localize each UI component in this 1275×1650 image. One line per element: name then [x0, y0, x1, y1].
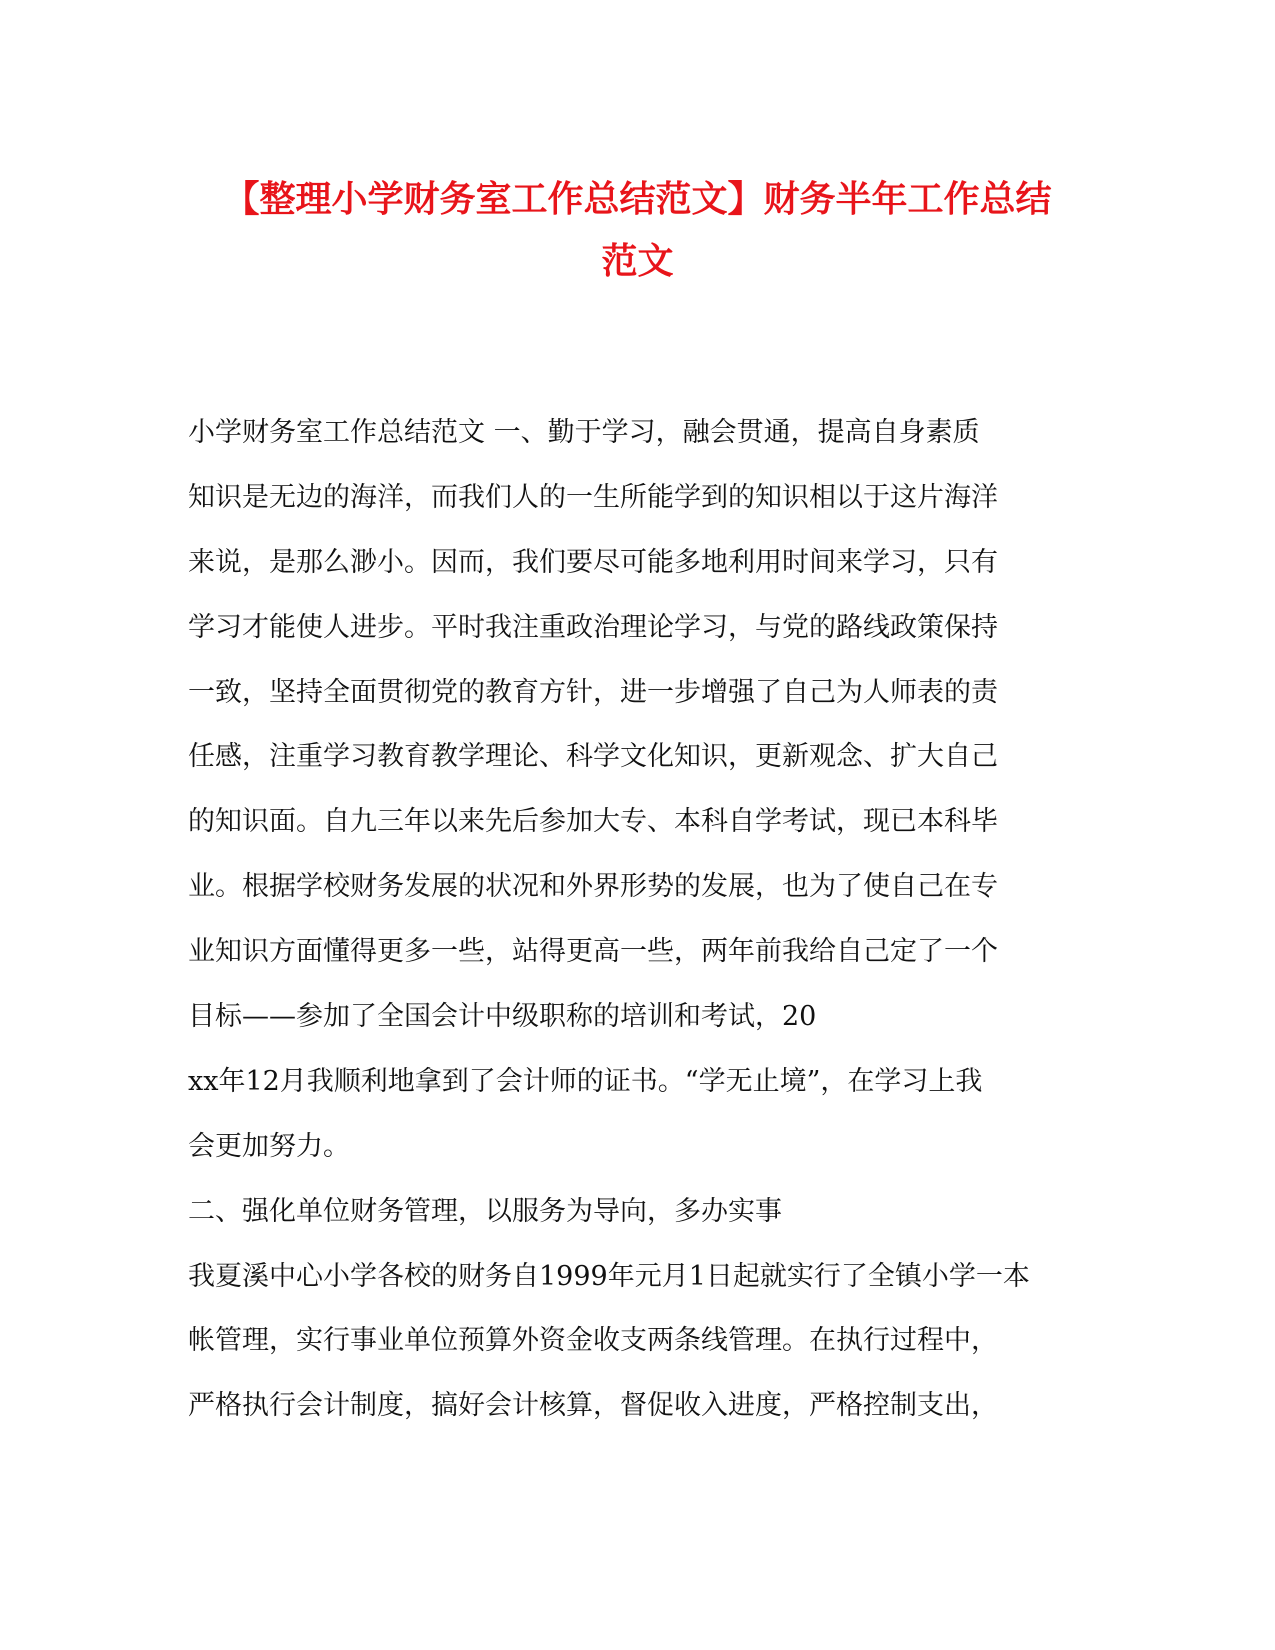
body-line: 知识是无边的海洋，而我们人的一生所能学到的知识相以于这片海洋 [188, 481, 998, 513]
section-heading: 二、强化单位财务管理，以服务为导向，多办实事 [188, 1195, 782, 1227]
body-line: 业知识方面懂得更多一些，站得更高一些，两年前我给自己定了一个 [188, 936, 998, 968]
document-body [188, 415, 1088, 1453]
body-line: 我夏溪中心小学各校的财务自1999年元月1日起就实行了全镇小学一本 [188, 1260, 1030, 1292]
body-line: 任感，注重学习教育教学理论、科学文化知识，更新观念、扩大自己 [188, 741, 998, 773]
title-line-2: 范文 [601, 240, 674, 282]
body-line: xx年12月我顺利地拿到了会计师的证书。“学无止境”，在学习上我 [188, 1065, 983, 1097]
body-line: 帐管理，实行事业单位预算外资金收支两条线管理。在执行过程中， [188, 1325, 998, 1357]
body-line: 业。根据学校财务发展的状况和外界形势的发展，也为了使自己在专 [188, 871, 998, 903]
body-line: 学习才能使人进步。平时我注重政治理论学习，与党的路线政策保持 [188, 611, 998, 643]
body-line: 的知识面。自九三年以来先后参加大专、本科自学考试，现已本科毕 [188, 806, 998, 838]
body-line: 小学财务室工作总结范文 一、勤于学习，融会贯通，提高自身素质 [188, 417, 980, 448]
body-line: 会更加努力。 [188, 1130, 350, 1162]
document-title [180, 168, 1095, 292]
body-line: 一致，坚持全面贯彻党的教育方针，进一步增强了自己为人师表的责 [188, 676, 998, 708]
body-line: 严格执行会计制度，搞好会计核算，督促收入进度，严格控制支出， [188, 1390, 998, 1422]
body-line: 目标——参加了全国会计中级职称的培训和考试，20 [188, 1001, 817, 1033]
title-line-1: 【整理小学财务室工作总结范文】财务半年工作总结 [223, 178, 1052, 220]
body-line: 来说，是那么渺小。因而，我们要尽可能多地利用时间来学习，只有 [188, 546, 998, 578]
